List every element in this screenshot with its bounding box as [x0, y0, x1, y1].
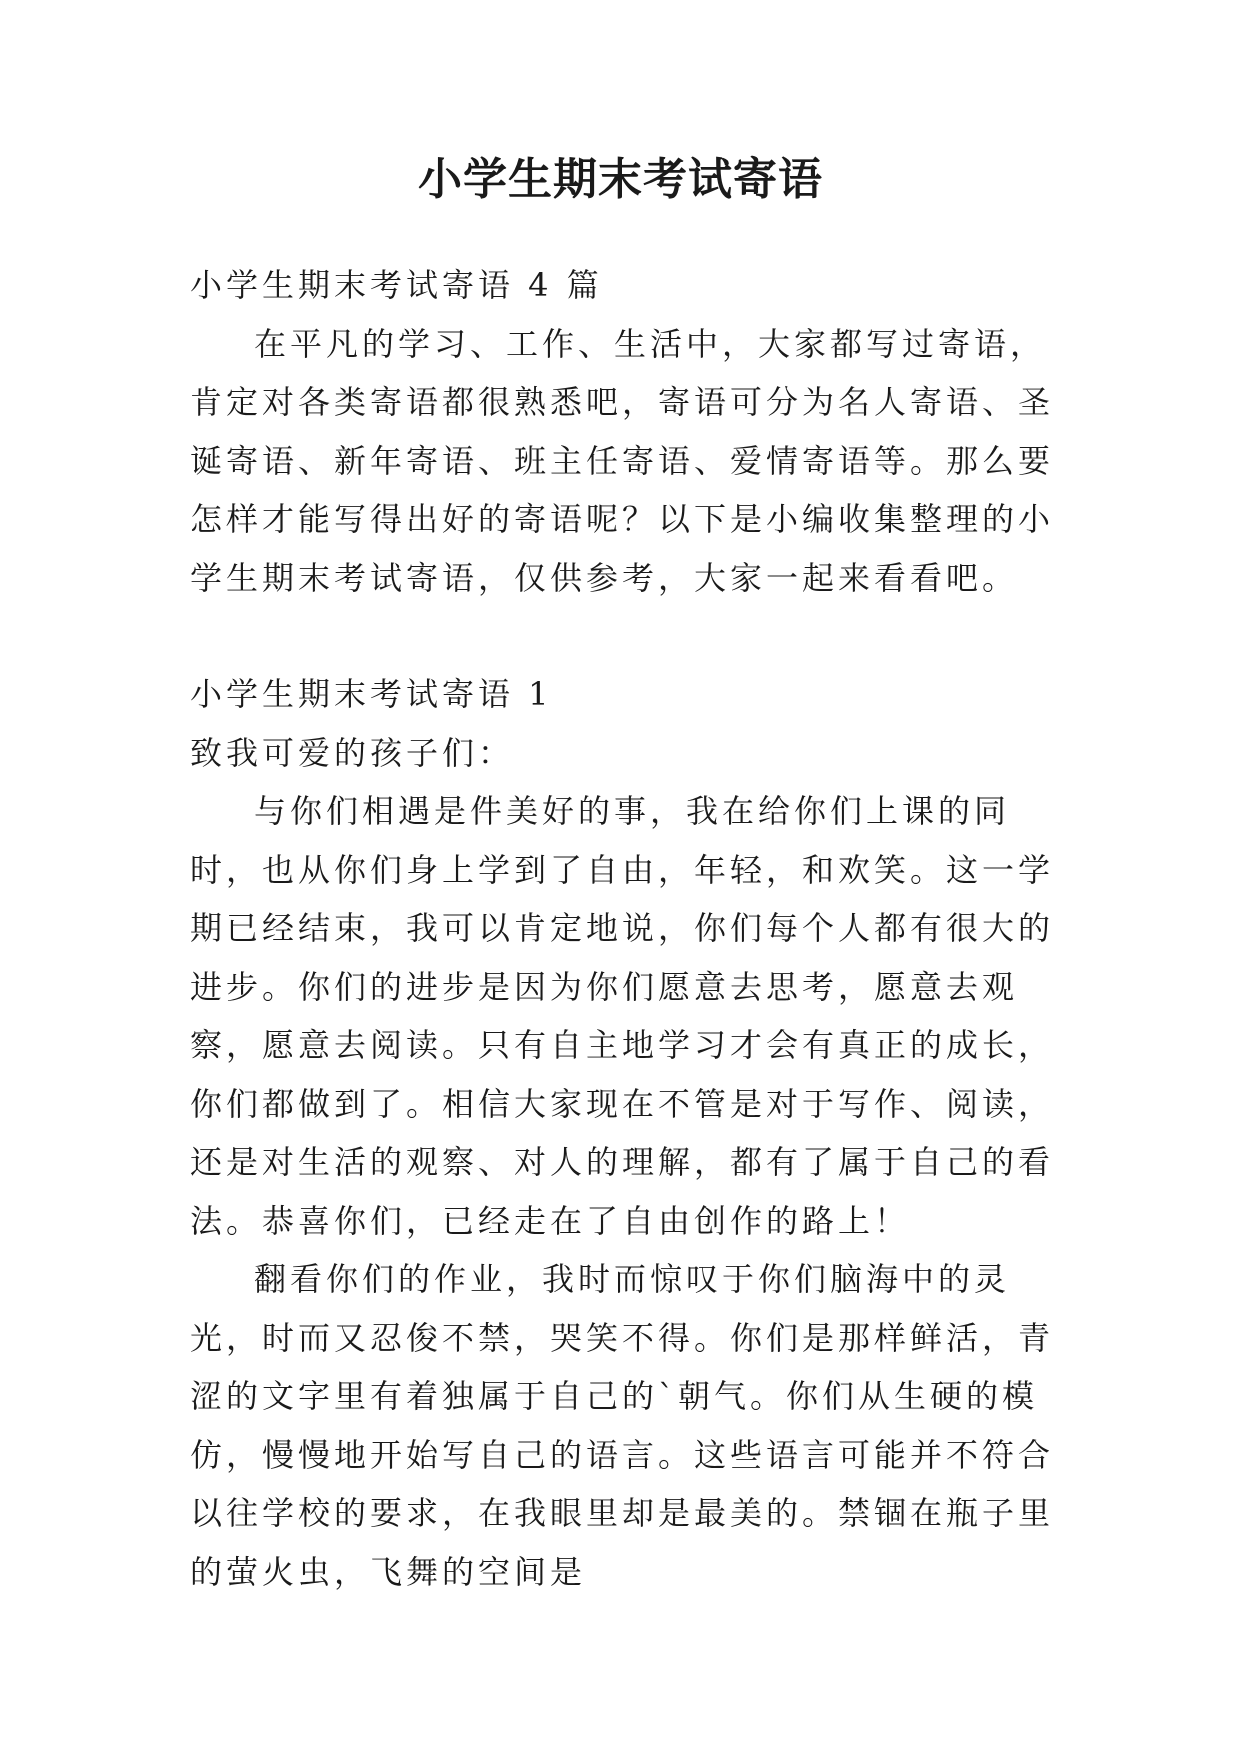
body-paragraph-2: 翻看你们的作业，我时而惊叹于你们脑海中的灵光，时而又忍俊不禁，哭笑不得。你们是那样鲜活，青涩的文字里有着独属于自己的`朝气。你们从生硬的模仿，慢慢地开始写自己的语言。这些语言可能并不符合以往学校的要求，在我眼里却是最美的。禁锢在瓶子里的萤火虫，飞舞的空间是	[190, 1260, 1055, 1591]
document-body	[190, 256, 1070, 1601]
letter-salutation: 致我可爱的孩子们：	[190, 733, 515, 772]
section-heading: 小学生期末考试寄语 1	[190, 675, 553, 713]
document-subtitle: 小学生期末考试寄语 4 篇	[190, 266, 603, 304]
section-spacer	[190, 607, 1070, 665]
document-title: 小学生期末考试寄语	[418, 154, 823, 205]
body-paragraph-1: 与你们相遇是件美好的事，我在给你们上课的同时，也从你们身上学到了自由，年轻，和欢笑。这一学期已经结束，我可以肯定地说，你们每个人都有很大的进步。你们的进步是因为你们愿意去思考，愿意去观察，愿意去阅读。只有自主地学习才会有真正的成长，你们都做到了。相信大家现在不管是对于写作、阅读，还是对生活的观察、对人的理解，都有了属于自己的看法。恭喜你们，已经走在了自由创作的路上！	[190, 792, 1055, 1240]
intro-paragraph: 在平凡的学习、工作、生活中，大家都写过寄语，肯定对各类寄语都很熟悉吧，寄语可分为名人寄语、圣诞寄语、新年寄语、班主任寄语、爱情寄语等。那么要怎样才能写得出好的寄语呢？以下是小编收集整理的小学生期末考试寄语，仅供参考，大家一起来看看吧。	[190, 324, 1055, 597]
